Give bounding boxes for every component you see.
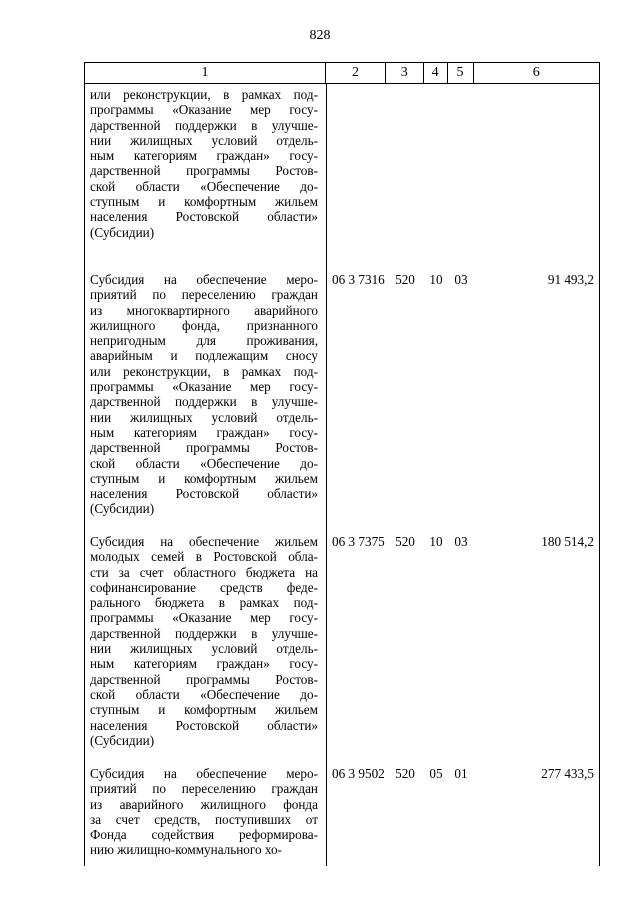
description-line: приятий по переселению граждан [90, 287, 318, 303]
row-group: 520 [395, 534, 415, 549]
row-section: 10 [429, 272, 443, 287]
description-line: рального бюджета в рамках под- [90, 595, 318, 611]
description-line: жилищного фонда, признанного [90, 317, 318, 333]
description-line: приятий по переселению граждан [90, 781, 318, 797]
description-line: или реконструкции, в рамках под- [90, 363, 318, 379]
description-line: нии жилищных условий отдель- [90, 409, 318, 425]
description-line: из многоквартирного аварийного [90, 302, 318, 318]
row-code: 06 3 9502 [332, 766, 385, 781]
header-col-1: 1 [85, 63, 326, 83]
row-section: 10 [429, 534, 443, 549]
description-line: молодых семей в Ростовской обла- [90, 549, 318, 565]
header-col-2: 2 [326, 63, 386, 83]
description-line: непригодным для проживания, [90, 333, 318, 349]
row-amount [474, 87, 600, 240]
description-line: нию жилищно-коммунального хо- [90, 842, 282, 858]
description-line: дарственной программы Ростов- [90, 671, 318, 687]
row-amount: 180 514,2 [541, 534, 594, 549]
table-row [84, 534, 600, 748]
row-subsection: 01 [454, 766, 468, 781]
description-line: аварийным и подлежащим сносу [90, 348, 318, 364]
row-subsection: 03 [454, 534, 468, 549]
description-line: Субсидия на обеспечение меро- [90, 766, 318, 781]
description-line: Субсидия на обеспечение меро- [90, 272, 318, 287]
row-description [84, 87, 326, 240]
row-amount: 277 433,5 [541, 766, 594, 781]
row-subsection [448, 87, 474, 240]
description-line: ступным и комфортным жильем [90, 194, 318, 210]
description-line: дарственной программы Ростов- [90, 163, 318, 179]
table-header [84, 62, 600, 84]
description-line: или реконструкции, в рамках под- [90, 87, 318, 102]
description-line: нии жилищных условий отдель- [90, 132, 318, 148]
row-group: 520 [395, 272, 415, 287]
description-line: программы «Оказание мер госу- [90, 379, 318, 395]
row-amount: 91 493,2 [547, 272, 594, 287]
description-line: ской области «Обеспечение до- [90, 455, 318, 471]
row-code: 06 3 7316 [332, 272, 385, 287]
description-line: софинансирование средств феде- [90, 579, 318, 595]
description-line: дарственной поддержки в улучше- [90, 117, 318, 133]
description-line: дарственной поддержки в улучше- [90, 394, 318, 410]
row-group: 520 [395, 766, 415, 781]
header-col-6: 6 [532, 65, 540, 80]
description-line: за счет средств, поступивших от [90, 811, 318, 827]
header-col-5: 5 [448, 63, 474, 83]
budget-table [84, 62, 600, 864]
description-line: населения Ростовской области» [90, 717, 318, 733]
row-description [84, 272, 326, 517]
row-section: 05 [429, 766, 443, 781]
row-description [84, 534, 326, 748]
description-line: (Субсидии) [90, 732, 155, 748]
description-line: ным категориям граждан» госу- [90, 656, 318, 672]
row-section [424, 87, 448, 240]
description-line: ступным и комфортным жильем [90, 702, 318, 718]
description-line: населения Ростовской области» [90, 486, 318, 502]
row-code: 06 3 7375 [332, 534, 385, 549]
table-row [84, 87, 600, 240]
description-line: (Субсидии) [90, 501, 155, 517]
description-line: программы «Оказание мер госу- [90, 102, 318, 118]
row-group [386, 87, 424, 240]
row-description [84, 766, 326, 858]
header-col-3: 3 [386, 63, 424, 83]
description-line: из аварийного жилищного фонда [90, 796, 318, 812]
description-line: ным категориям граждан» госу- [90, 148, 318, 164]
table-row [84, 766, 600, 858]
description-line: ным категориям граждан» госу- [90, 424, 318, 440]
row-code [326, 87, 386, 240]
table-body [84, 84, 600, 864]
description-line: Фонда содействия реформирова- [90, 827, 318, 843]
description-line: нии жилищных условий отдель- [90, 641, 318, 657]
description-line: программы «Оказание мер госу- [90, 610, 318, 626]
row-subsection: 03 [454, 272, 468, 287]
description-line: сти за счет областного бюджета на [90, 564, 318, 580]
description-line: Субсидия на обеспечение жильем [90, 534, 318, 549]
description-line: (Субсидии) [90, 224, 155, 240]
description-line: ской области «Обеспечение до- [90, 178, 318, 194]
description-line: дарственной программы Ростов- [90, 440, 318, 456]
header-col-4: 4 [424, 63, 448, 83]
description-line: дарственной поддержки в улучше- [90, 625, 318, 641]
description-line: ской области «Обеспечение до- [90, 686, 318, 702]
table-row [84, 272, 600, 517]
description-line: ступным и комфортным жильем [90, 470, 318, 486]
description-line: населения Ростовской области» [90, 209, 318, 225]
page-number: 828 [309, 28, 331, 43]
